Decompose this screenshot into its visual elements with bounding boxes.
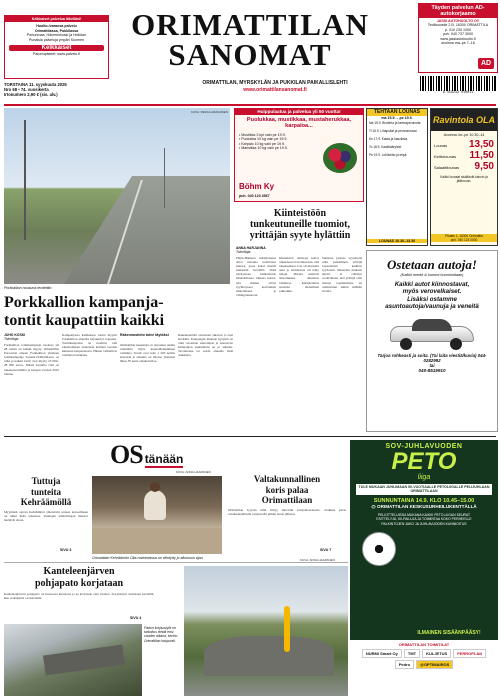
- masthead-divider: [4, 104, 496, 106]
- headline-line: Valtakunnallinen: [253, 474, 321, 484]
- phone: puh. 040 123 0000: [450, 238, 478, 242]
- auto-ad-call: Tarjoa rohkeasti ja soita. (Tai laita viestiä/kuvia) 044-0282992: [377, 352, 487, 364]
- fruit-ad-brand: Böhm Ky: [239, 182, 275, 191]
- story4-caption: Orimattilan Kehräämön Olla-ravintolassa on viihdytty jo alkukuun ajan.: [92, 556, 204, 560]
- headline-line: tunteita: [31, 486, 61, 497]
- street-photo: [4, 108, 230, 284]
- story4-body: Orimattilan Jyrysin nimi liittyy ulkoväki koripalloseurasta. Joukkue palaa valtakunnalliselle sarjatasolle pitkän tauon jälkeen.: [228, 508, 346, 517]
- fruit-item: • Mansikka 10 kg vain pe 19.9.: [239, 146, 288, 151]
- issue-price: Irtonumero 2,90 € (sis. alv.): [4, 92, 58, 97]
- price-value: 9,50: [474, 161, 494, 173]
- byline-name: JUHO KOSKI: [4, 333, 26, 337]
- ravintola-note: Kaikki lounaat sisältävät kahvin ja jälkiruuan.: [440, 175, 488, 184]
- peto-subtitle: liiga: [417, 474, 431, 481]
- left-ad-line: Orimattilassa, Pukkilassa: [34, 28, 79, 33]
- auto-ad-sub: (Kaikki merkit & kunnot huomioidaan): [400, 273, 464, 277]
- tanaan-label: tänään: [144, 452, 184, 466]
- auto-ad: [366, 250, 498, 432]
- right-ad-heading: Täyden palvelun AD-autokorjaamo: [419, 4, 497, 18]
- right-ad-line1: JASSI AUTOHUOLTO OY: [436, 19, 480, 23]
- masthead-title-line2: SANOMAT: [168, 37, 332, 72]
- photo-caption: Porkkallion nousuna levitettiin.: [4, 286, 53, 290]
- sponsor-logo: TMT: [404, 649, 420, 658]
- sponsor-logo: @OPTIMAIROS: [416, 660, 453, 669]
- price-value: 11,50: [469, 150, 494, 162]
- peto-sub2: TULE MUKAAN JUHLIMAAN 50-VUOTIAALLE PETOLIIGALLE PELIJUHLAAN ORIMATTILAAN: [356, 484, 492, 495]
- berries-image: [323, 143, 357, 173]
- lunch-day: To 18.9. Kaalikääryleet: [369, 144, 402, 149]
- peto-top: SOV-JUHLAVUODEN: [385, 443, 463, 450]
- masthead-title: [112, 7, 388, 72]
- lunch-day: Pe 19.9. Lohikeitto ja leipä: [369, 152, 407, 157]
- sponsor-logo: KULJETUS: [422, 649, 451, 658]
- peto-ad: [350, 440, 498, 696]
- story4-page: SIVU 7: [320, 548, 332, 552]
- auto-ad-body: Lisäksi ostamme: [407, 295, 457, 303]
- headline-line: yrittäjän syyte hylättiin: [249, 230, 351, 241]
- story2-col1: Päijät-Hämeen käräjäoikeus antoi tiistaina tuomionsa jutussa, jossa kaksi miestä tunkeutui keväällä 2024 yksityiseen kiinteistöön Orimattilassa. Oikeus katsoi, että miehet olivat syyllistyneet kotirauhan rikkomiseen ja vahingontekoon.: [236, 256, 276, 297]
- lunch-day: Ti 16.9. Lihapullat ja perunamuusi: [369, 128, 417, 133]
- auto-ad-phone[interactable]: 040-8519910: [418, 368, 446, 374]
- lunch-hours: LOUNAS 10.30–13.30: [367, 239, 427, 243]
- peto-note: ESITTELYJÄ, KILPAILUJA JA TOIMINTAA KOKO PERHEELLE: [376, 517, 472, 522]
- peto-footer: ILMAINEN SISÄÄNPÄÄSY!: [417, 630, 481, 636]
- story3-body: Myymistä olevan Kehräämön yhteistöön uuteen kokoelmaan on tullut lisää aineistoa. Vanhojen tehdastilojen muistot heräävät eloon.: [4, 510, 88, 523]
- kitchen-photo: [92, 476, 222, 554]
- price-label: Lounas: [434, 143, 448, 149]
- headline-line: pohjapato korjataan: [34, 578, 124, 589]
- photo-credit: KUVA: PEKKA ARAVAINEN: [190, 110, 228, 114]
- auto-ad-title: Ostetaan autoja!: [387, 257, 477, 272]
- left-ad-brand: Kelkkaiset: [9, 45, 104, 51]
- masthead-tagline: [150, 80, 400, 93]
- story2-byline: [236, 246, 296, 254]
- site-url[interactable]: www.orimattilansanomat.fi: [243, 86, 307, 93]
- right-ad-line4: puh. 040 737 3000: [443, 32, 473, 37]
- byline-name: ANNA HARJANNA: [236, 246, 266, 250]
- auto-ad-body: asuntoautoja/vaunuja ja veneitä: [385, 303, 479, 311]
- left-ad: [4, 15, 109, 79]
- story5-headline: [4, 566, 154, 590]
- story3-headline: [4, 476, 88, 508]
- headline-line: Kehräämöllä: [20, 497, 72, 507]
- lunch-day: Ma 15.9. Broileria ja kermaperunoita: [369, 120, 421, 125]
- lunch-title: TEHTAAN LOUNAS: [367, 109, 427, 116]
- masthead-title-line1: ORIMATTILAN: [131, 7, 369, 42]
- right-ad-line6: avoinna ma–pe 7–16: [441, 41, 475, 46]
- dam-photo-left: [4, 624, 142, 696]
- story1-col3: Orimattilan kaupunki on tarjonnut uusiin tontteihin myös kunnallistekniikan valmiina. Tontit ovat noin 1 200 neliön kokoisia ja alueelle on tulossa yhteensä lähes 30 uutta omakotitaloa.: [120, 343, 175, 364]
- byline-role: Toimittaja: [236, 250, 251, 254]
- story4-headline: [228, 474, 346, 506]
- dam-photo-right: [184, 566, 348, 696]
- left-ad-line: Punaisia palveluja ympäri Suomen: [28, 37, 85, 42]
- tagline: ORIMATTILAN, MYRSKYLÄN JA PUKKILAN PAIKALLISLEHTI: [202, 80, 348, 86]
- issue-info: [4, 82, 124, 97]
- section-divider: [4, 436, 496, 437]
- headline-line: Kanteleenjärven: [43, 566, 115, 577]
- left-ad-heading: Kelkkaiset palvelua lähelläsi!: [5, 16, 108, 22]
- peto-title: PETO: [391, 448, 457, 475]
- right-ad-line2: Teollisuustie 2 B, 16300 ORIMATTILA: [427, 23, 489, 28]
- auto-ad-body: myös verovelkaiset.: [402, 288, 462, 296]
- auto-ad-body: Kaikki autot kiinnostavat,: [394, 281, 470, 288]
- story3-page: SIVU 3: [60, 548, 72, 552]
- fruit-item: • Karpalo 10 kg vain pe 19.9.: [239, 141, 286, 146]
- auto-ad-or: tai: [429, 363, 435, 369]
- story1-col4: Rakennustöitä odotetaan alkavan jo ensi keväänä. Kaupungin mukaan kysyntä on ollut odotettua suurempaa ja seuraavan kampanjan suunnittelu on jo alkanut. Tavoitteena on saada alueelle lisää asukkaita.: [178, 333, 233, 358]
- headline-line: koris palaa: [265, 484, 309, 495]
- car-image: [386, 316, 478, 350]
- left-ad-line: Huolto-/varaosa palvelu: [36, 24, 77, 29]
- sponsor-title: ORIMATTILAN TOIMITILAT: [398, 642, 450, 647]
- story2-col3: Samassa jutussa syytettynä ollut paikallinen yrittäjä vapautettiin kaikista syytteistä. Oikeuden mukaan näyttö ei riittänyt osoittamaan, että yrittäjä olisi tiennyt tapahtumista tai osallistunut niihin millään tavalla.: [322, 256, 362, 293]
- lunch-sub: ma 15.9. – pe 19.9.: [381, 115, 413, 120]
- right-ad-line3: p. 010 230 1000: [445, 27, 471, 32]
- peto-sponsors: [350, 640, 498, 696]
- headline-line: Tuttuja: [31, 476, 61, 486]
- fruit-ad-subtitle: Puolukkaa, mustikkaa, mustaherukkaa, karpaloa...: [246, 117, 352, 130]
- lunch-ad: [366, 108, 428, 246]
- inner-divider: [4, 562, 348, 563]
- peto-note: PALKINTOJEN JAKO JA JUHLAVUODEN KUNNIOITUS: [381, 521, 467, 526]
- story1-col2: Kampanjassa kahdeksan tontin myynti Porkkallion alueella käynnistyi nopeasti. Tonttikaupoissa on vaadittu, että rakentaminen aloitetaan kolmen vuoden kuluessa kaupanteosta. Hinnat vaihtelivat tonttikoon mukaan.: [62, 333, 117, 358]
- sponsor-logo: NURMI Smart Oy: [362, 649, 402, 658]
- story5-body: Kanteleenjärven pohjapato on huonossa kunnossa ja se korjataan ensi vuonna. Korjaustyöt aloitetaan keväällä, kun vedenpinta on matalalla.: [4, 592, 154, 601]
- os-logo: OS: [110, 440, 143, 469]
- fruit-ad: [234, 108, 364, 202]
- barcode-number: 6 418233 010011: [442, 91, 474, 95]
- os-tanaan-logo: [110, 440, 183, 470]
- right-ad: [418, 3, 498, 73]
- left-ad-foot: Palvelupisteet: www.palvelu.fi: [32, 52, 81, 57]
- price-value: 13,50: [468, 139, 494, 151]
- story5-side-caption: Padon korjaustyöt on tarkoitus tehdä ensi vuoden aikana, kertoo Orimattilan kaupunki.: [144, 626, 178, 643]
- right-ad-line5: www.jassiautohuolto.fi: [440, 36, 476, 41]
- headline-line: Kiinteistöön: [273, 208, 327, 219]
- headline-line: tunkeutuneille tuomiot,: [249, 219, 350, 230]
- sponsor-logo: FERROPLAN: [453, 649, 486, 658]
- story1-col1: Porkkallion tonttikampanja vuokraa yli 28 tontin on kaikki myyty. Orimattilan Porosalon alueen Porkkallion yhteinen tonttikampanja lounais-Orimattilassa on ollut ja kaikki tontit ovat myyty 25 000–28 000 euroa. Näistä tonteilla viisi on rakennusvalmiita ja kaupan vuoden 2025 tilanne.: [4, 343, 59, 376]
- story2-col2: Kiinteistön omistaja kertoi oikeudessa havainneensa, että rakennuksen ovet oli murrettu auki ja sisätiloissa oli tehty tuhoja. Miehet kiistivät tarkoituksen aiheuttaa vahinkoa. Käräjäoikeus tuomitsi molemmat sakkoihin.: [279, 256, 319, 293]
- story5-photo-credit: KUVA: ANNA HAAPANEN: [300, 558, 335, 562]
- peto-note: PELIOTTELUISSA MUKANA KAIKKI PETO-LIIGAN SEURAT: [377, 512, 471, 517]
- right-ad-badge: AD: [478, 58, 494, 69]
- fruit-item: • Puolukka 10 kg vain pe 19.9.: [239, 137, 288, 142]
- headline-line: Porkkallion kampanja-: [4, 294, 164, 311]
- story1-headline: [4, 294, 232, 330]
- fruit-item: • Mustikka 3 kpl vain pe 19.9.: [239, 132, 286, 137]
- fruit-ad-title: Huippulaatua ja palvelua yli 50 vuotta!: [235, 109, 363, 115]
- issue-number: Nro 68 • 74. vuosikerta: [4, 87, 49, 92]
- byline-role: Toimittaja: [4, 337, 19, 341]
- soccer-ball-image: [362, 532, 396, 566]
- left-ad-line: Pertunmaa, Hämeenkoski ja Hollolan: [26, 33, 87, 38]
- sponsor-logo: Pedro: [395, 660, 414, 669]
- peto-date: SUNNUNTAINA 14.9. KLO 10.45–15.00: [373, 497, 475, 504]
- story5-page: SIVU 4: [130, 616, 142, 620]
- ravintola-address: [431, 234, 497, 242]
- price-label: Salaattilounas: [434, 165, 460, 171]
- issue-date: TORSTAINA 11. syyskuuta 2025: [4, 82, 67, 87]
- headline-line: tontit kaupattiin kaikki: [4, 312, 165, 329]
- barcode: [420, 76, 496, 91]
- story4-photo-credit: KUVA: ANNA HAAPANEN: [176, 470, 211, 474]
- address: Pikatie 1, 16300 Orimattila: [445, 234, 483, 238]
- price-label: Keittolounas: [434, 154, 457, 160]
- peto-place: @ ORIMATTILAN KESKUSURHEILUKENTTÄLLÄ: [371, 503, 477, 509]
- story1-byline: [4, 333, 59, 341]
- fruit-ad-phone: puh. 040 123 4567: [239, 193, 270, 198]
- lunch-day: Ke 17.9. Kalaa ja kasviksia: [369, 136, 408, 141]
- headline-line: Orimattilaan: [261, 495, 313, 505]
- story1-side-head: Rakennustieto tulee täytöksi: [120, 333, 169, 337]
- ravintola-open: Avoinna: ke–pe 10.30–14: [443, 133, 485, 137]
- ravintola-title: Ravintola OLA: [431, 109, 497, 131]
- ravintola-ad: [430, 108, 498, 246]
- story2-headline: [236, 208, 364, 241]
